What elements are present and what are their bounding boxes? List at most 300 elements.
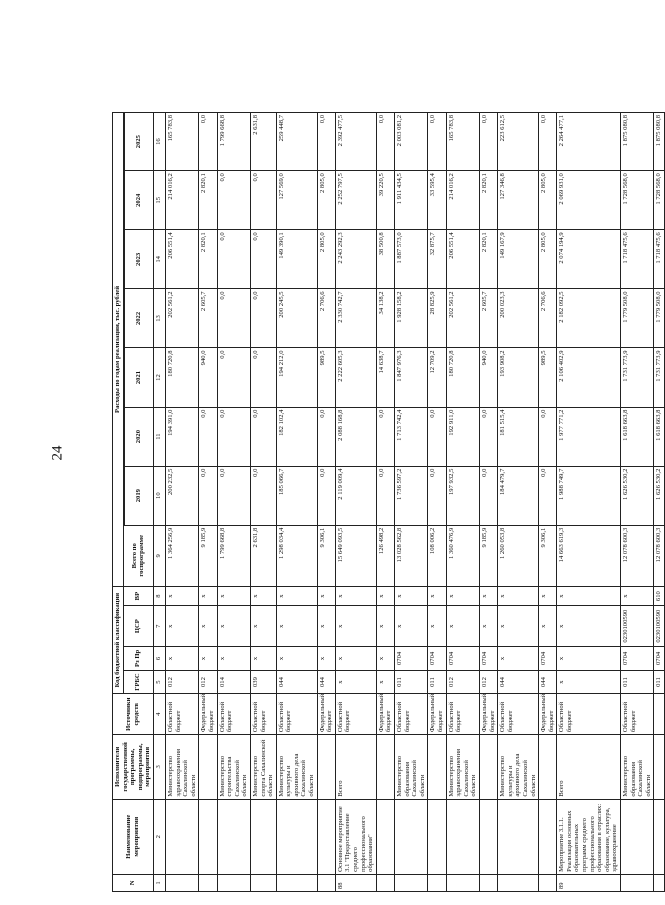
grbs-code: 044 bbox=[276, 670, 317, 694]
year-value: 0,0 bbox=[250, 230, 276, 289]
year-value: 0,0 bbox=[250, 171, 276, 230]
executor-name bbox=[199, 735, 217, 799]
vr-code: x bbox=[335, 586, 376, 605]
row-number bbox=[654, 874, 665, 891]
table-row bbox=[557, 113, 621, 892]
year-value: 2 252 797,5 bbox=[335, 171, 376, 230]
row-number bbox=[539, 874, 557, 891]
executor-name bbox=[376, 735, 394, 799]
table-row bbox=[165, 113, 198, 892]
column-index: 6 bbox=[153, 647, 165, 671]
year-value: 223 612,5 bbox=[498, 113, 539, 171]
funding-source: Федеральный бюджет bbox=[428, 694, 446, 735]
year-value: 149 167,9 bbox=[498, 230, 539, 289]
year-value: 1 977 771,2 bbox=[557, 407, 621, 466]
csr-code: x bbox=[335, 606, 376, 647]
vr-code: x bbox=[479, 586, 497, 605]
year-value: 0,0 bbox=[199, 466, 217, 525]
header-year: 2021 bbox=[124, 348, 153, 407]
csr-code: x bbox=[498, 606, 539, 647]
header-grbs: ГРБС bbox=[123, 670, 153, 694]
row-number bbox=[395, 874, 428, 891]
table-row bbox=[250, 113, 276, 892]
csr-code: x bbox=[250, 606, 276, 647]
year-value: 202 561,2 bbox=[446, 289, 479, 348]
year-value: 0,0 bbox=[217, 407, 250, 466]
activity-name bbox=[199, 799, 217, 874]
funding-source: Областной бюджет bbox=[276, 694, 317, 735]
rzpr-code: 0704 bbox=[479, 647, 497, 671]
csr-code: x bbox=[317, 606, 335, 647]
year-value: 0,0 bbox=[317, 407, 335, 466]
grbs-code: x bbox=[335, 670, 376, 694]
year-value: 0,0 bbox=[539, 113, 557, 171]
vr-code: x bbox=[165, 586, 198, 605]
year-value: 1 988 749,7 bbox=[557, 466, 621, 525]
activity-name bbox=[498, 799, 539, 874]
year-value: 202 561,2 bbox=[165, 289, 198, 348]
year-value: 2 706,6 bbox=[317, 289, 335, 348]
year-value: 1 847 976,3 bbox=[395, 348, 428, 407]
year-value: 1 731 773,9 bbox=[654, 348, 665, 407]
year-value: 1 728 568,0 bbox=[654, 171, 665, 230]
executor-name: Министерство образования Сахалинской области bbox=[395, 735, 428, 799]
csr-code: x bbox=[217, 606, 250, 647]
year-value: 1 713 742,4 bbox=[395, 407, 428, 466]
year-value: 0,0 bbox=[376, 407, 394, 466]
year-value: 192 911,0 bbox=[446, 407, 479, 466]
funding-source: Федеральный бюджет bbox=[317, 694, 335, 735]
column-index: 15 bbox=[153, 171, 165, 230]
executor-name: Всего bbox=[557, 735, 621, 799]
header-year: 2024 bbox=[124, 171, 153, 230]
vr-code: x bbox=[498, 586, 539, 605]
year-value: 1 728 568,0 bbox=[621, 171, 654, 230]
year-value: 2 805,0 bbox=[317, 171, 335, 230]
year-value: 259 448,7 bbox=[276, 113, 317, 171]
year-value: 206 551,4 bbox=[165, 230, 198, 289]
year-value: 1 718 475,6 bbox=[621, 230, 654, 289]
year-value: 1 875 080,8 bbox=[621, 113, 654, 171]
activity-name: Мероприятие 3.1.1. Реализация основных образовательных программ среднего профессионального образования в отраслях: образование, культура, здравоохранение bbox=[557, 799, 621, 874]
rzpr-code: x bbox=[498, 647, 539, 671]
activity-name bbox=[446, 799, 479, 874]
header-vr: ВР bbox=[123, 586, 153, 605]
executor-name: Министерство спорта Сахалинской области bbox=[250, 735, 276, 799]
table-row bbox=[276, 113, 317, 892]
year-value: 2 820,1 bbox=[199, 230, 217, 289]
table-row bbox=[446, 113, 479, 892]
funding-source: Областной бюджет bbox=[250, 694, 276, 735]
year-value: 2 330 742,7 bbox=[335, 289, 376, 348]
funding-source: Федеральный бюджет bbox=[479, 694, 497, 735]
column-index: 2 bbox=[153, 799, 165, 874]
funding-source: Областной бюджет bbox=[165, 694, 198, 735]
year-value: 38 500,8 bbox=[376, 230, 394, 289]
table-row bbox=[395, 113, 428, 892]
year-value: 1 799 668,8 bbox=[217, 113, 250, 171]
table-row bbox=[428, 113, 446, 892]
row-number bbox=[165, 874, 198, 891]
csr-code: x bbox=[428, 606, 446, 647]
csr-code: x bbox=[539, 606, 557, 647]
total-value: 108 006,2 bbox=[428, 525, 446, 586]
grbs-code: 012 bbox=[199, 670, 217, 694]
total-value: 2 631,8 bbox=[250, 525, 276, 586]
page-number: 24 bbox=[49, 445, 66, 461]
grbs-code: 012 bbox=[446, 670, 479, 694]
grbs-code: 011 bbox=[621, 670, 654, 694]
column-index: 9 bbox=[153, 525, 165, 586]
rzpr-code: x bbox=[317, 647, 335, 671]
header-num: N bbox=[113, 874, 154, 891]
total-value: 1 298 034,4 bbox=[276, 525, 317, 586]
year-value: 0,0 bbox=[428, 407, 446, 466]
year-value: 0,0 bbox=[199, 407, 217, 466]
grbs-code: 014 bbox=[217, 670, 250, 694]
rzpr-code: x bbox=[165, 647, 198, 671]
year-value: 165 783,8 bbox=[446, 113, 479, 171]
header-source: Источники средств bbox=[113, 694, 154, 735]
header-year: 2025 bbox=[124, 113, 153, 171]
activity-name bbox=[621, 799, 654, 874]
grbs-code: 011 bbox=[654, 670, 665, 694]
header-executor: Исполнители государственной программы, подпрограммы, мероприятия bbox=[113, 735, 154, 799]
vr-code: x bbox=[539, 586, 557, 605]
vr-code: x bbox=[395, 586, 428, 605]
activity-name bbox=[479, 799, 497, 874]
vr-code: 610 bbox=[654, 586, 665, 605]
year-value: 0,0 bbox=[250, 407, 276, 466]
header-rzpr: Рз Пр bbox=[123, 647, 153, 671]
csr-code: x bbox=[199, 606, 217, 647]
year-value: 200 023,3 bbox=[498, 289, 539, 348]
rzpr-code: 0704 bbox=[539, 647, 557, 671]
csr-code: 0230100590 bbox=[654, 606, 665, 647]
row-number bbox=[498, 874, 539, 891]
total-value: 1 799 668,8 bbox=[217, 525, 250, 586]
vr-code: x bbox=[317, 586, 335, 605]
year-value: 193 908,2 bbox=[498, 348, 539, 407]
funding-source: Областной бюджет bbox=[446, 694, 479, 735]
year-value: 2 119 009,4 bbox=[335, 466, 376, 525]
column-index: 5 bbox=[153, 670, 165, 694]
year-value: 1 887 573,0 bbox=[395, 230, 428, 289]
year-value: 39 220,5 bbox=[376, 171, 394, 230]
vr-code: x bbox=[621, 586, 654, 605]
csr-code: x bbox=[446, 606, 479, 647]
year-value: 0,0 bbox=[217, 466, 250, 525]
total-value: 12 078 600,3 bbox=[654, 525, 665, 586]
year-value: 940,0 bbox=[479, 348, 497, 407]
year-value: 1 731 773,9 bbox=[621, 348, 654, 407]
rotated-table-wrapper bbox=[112, 112, 663, 892]
column-index: 3 bbox=[153, 735, 165, 799]
year-value: 149 390,1 bbox=[276, 230, 317, 289]
year-value: 940,0 bbox=[199, 348, 217, 407]
budget-table bbox=[112, 112, 665, 892]
total-value: 1 360 476,9 bbox=[446, 525, 479, 586]
csr-code: x bbox=[165, 606, 198, 647]
rzpr-code: 0704 bbox=[654, 647, 665, 671]
vr-code: x bbox=[428, 586, 446, 605]
executor-name: Всего bbox=[335, 735, 376, 799]
csr-code: x bbox=[557, 606, 621, 647]
header-csr: ЦСР bbox=[123, 606, 153, 647]
year-value: 0,0 bbox=[217, 171, 250, 230]
year-value: 1 736 597,2 bbox=[395, 466, 428, 525]
column-index: 13 bbox=[153, 289, 165, 348]
year-value: 184 479,7 bbox=[498, 466, 539, 525]
executor-name bbox=[317, 735, 335, 799]
header-year: 2020 bbox=[124, 407, 153, 466]
year-value: 2 264 477,1 bbox=[557, 113, 621, 171]
year-value: 127 569,0 bbox=[276, 171, 317, 230]
header-year: 2022 bbox=[124, 289, 153, 348]
year-value: 0,0 bbox=[250, 348, 276, 407]
activity-name bbox=[165, 799, 198, 874]
activity-name bbox=[395, 799, 428, 874]
year-value: 0,0 bbox=[317, 466, 335, 525]
year-value: 2 182 092,5 bbox=[557, 289, 621, 348]
funding-source: Федеральный бюджет bbox=[376, 694, 394, 735]
funding-source: Областной бюджет bbox=[395, 694, 428, 735]
grbs-code: 044 bbox=[317, 670, 335, 694]
year-value: 181 515,4 bbox=[498, 407, 539, 466]
year-value: 1 618 663,8 bbox=[654, 407, 665, 466]
table-row bbox=[335, 113, 376, 892]
total-value: 13 028 562,8 bbox=[395, 525, 428, 586]
table-row bbox=[199, 113, 217, 892]
row-number: 89 bbox=[557, 874, 621, 891]
rzpr-code: x bbox=[557, 647, 621, 671]
year-value: 180 720,8 bbox=[165, 348, 198, 407]
executor-name bbox=[479, 735, 497, 799]
header-activity: Наименование мероприятия bbox=[113, 799, 154, 874]
vr-code: x bbox=[446, 586, 479, 605]
year-value: 2 106 402,9 bbox=[557, 348, 621, 407]
year-value: 214 016,2 bbox=[446, 171, 479, 230]
year-value: 0,0 bbox=[479, 113, 497, 171]
grbs-code: 044 bbox=[539, 670, 557, 694]
rzpr-code: x bbox=[276, 647, 317, 671]
total-value: 9 306,1 bbox=[317, 525, 335, 586]
year-value: 180 720,8 bbox=[446, 348, 479, 407]
activity-name bbox=[428, 799, 446, 874]
executor-name: Министерство здравоохранения Сахалинской области bbox=[446, 735, 479, 799]
year-value: 194 212,0 bbox=[276, 348, 317, 407]
row-number bbox=[446, 874, 479, 891]
executor-name bbox=[539, 735, 557, 799]
year-value: 2 631,8 bbox=[250, 113, 276, 171]
year-value: 194 391,0 bbox=[165, 407, 198, 466]
year-value: 1 779 508,0 bbox=[654, 289, 665, 348]
year-value: 0,0 bbox=[376, 466, 394, 525]
row-number bbox=[276, 874, 317, 891]
year-value: 0,0 bbox=[250, 289, 276, 348]
column-index-row bbox=[153, 113, 165, 892]
rzpr-code: x bbox=[199, 647, 217, 671]
year-value: 1 779 508,0 bbox=[621, 289, 654, 348]
row-number bbox=[250, 874, 276, 891]
year-value: 2 222 605,3 bbox=[335, 348, 376, 407]
rzpr-code: x bbox=[217, 647, 250, 671]
year-value: 0,0 bbox=[479, 466, 497, 525]
year-value: 2 069 931,0 bbox=[557, 171, 621, 230]
year-value: 33 595,4 bbox=[428, 171, 446, 230]
grbs-code: 039 bbox=[250, 670, 276, 694]
year-value: 182 102,4 bbox=[276, 407, 317, 466]
csr-code: 0230100590 bbox=[621, 606, 654, 647]
column-index: 7 bbox=[153, 606, 165, 647]
year-value: 28 825,9 bbox=[428, 289, 446, 348]
grbs-code: 012 bbox=[479, 670, 497, 694]
row-number bbox=[317, 874, 335, 891]
year-value: 2 074 194,9 bbox=[557, 230, 621, 289]
year-value: 1 911 434,5 bbox=[395, 171, 428, 230]
column-index: 8 bbox=[153, 586, 165, 605]
rzpr-code: 0704 bbox=[395, 647, 428, 671]
year-value: 2 820,1 bbox=[199, 171, 217, 230]
total-value: 1 364 256,9 bbox=[165, 525, 198, 586]
executor-name: Министерство строительства Сахалинской области bbox=[217, 735, 250, 799]
year-value: 2 243 292,3 bbox=[335, 230, 376, 289]
year-value: 197 932,5 bbox=[446, 466, 479, 525]
year-value: 200 245,5 bbox=[276, 289, 317, 348]
column-index: 4 bbox=[153, 694, 165, 735]
grbs-code: 044 bbox=[498, 670, 539, 694]
header-year: 2019 bbox=[124, 466, 153, 525]
activity-name bbox=[276, 799, 317, 874]
csr-code: x bbox=[395, 606, 428, 647]
year-value: 1 718 475,6 bbox=[654, 230, 665, 289]
vr-code: x bbox=[250, 586, 276, 605]
funding-source: Областной бюджет bbox=[335, 694, 376, 735]
year-value: 0,0 bbox=[539, 466, 557, 525]
year-value: 0,0 bbox=[217, 289, 250, 348]
header-expenses: Расходы по годам реализации, тыс. рублей bbox=[113, 113, 124, 587]
year-value: 2 820,1 bbox=[479, 230, 497, 289]
column-index: 1 bbox=[153, 874, 165, 891]
grbs-code: x bbox=[376, 670, 394, 694]
row-number bbox=[217, 874, 250, 891]
rzpr-code: x bbox=[250, 647, 276, 671]
column-index: 16 bbox=[153, 113, 165, 171]
vr-code: x bbox=[199, 586, 217, 605]
year-value: 2 392 477,5 bbox=[335, 113, 376, 171]
year-value: 34 138,2 bbox=[376, 289, 394, 348]
total-value: 1 260 053,8 bbox=[498, 525, 539, 586]
funding-source: Областной бюджет bbox=[621, 694, 654, 735]
grbs-code: x bbox=[557, 670, 621, 694]
table-row bbox=[654, 113, 665, 892]
year-value: 1 626 530,2 bbox=[654, 466, 665, 525]
executor-name: Министерство культуры и архивного дела Сахалинской области bbox=[276, 735, 317, 799]
year-value: 0,0 bbox=[250, 466, 276, 525]
vr-code: x bbox=[376, 586, 394, 605]
year-value: 2 805,0 bbox=[539, 230, 557, 289]
year-value: 989,5 bbox=[317, 348, 335, 407]
activity-name bbox=[376, 799, 394, 874]
year-value: 0,0 bbox=[317, 113, 335, 171]
funding-source: Федеральный бюджет bbox=[539, 694, 557, 735]
table-row bbox=[539, 113, 557, 892]
activity-name bbox=[539, 799, 557, 874]
funding-source: Федеральный бюджет bbox=[199, 694, 217, 735]
header-total: Всего по госпрограмме bbox=[123, 525, 153, 586]
year-value: 0,0 bbox=[199, 113, 217, 171]
year-value: 214 016,2 bbox=[165, 171, 198, 230]
year-value: 0,0 bbox=[217, 348, 250, 407]
year-value: 1 875 080,8 bbox=[654, 113, 665, 171]
funding-source bbox=[654, 694, 665, 735]
executor-name bbox=[654, 735, 665, 799]
year-value: 2 605,7 bbox=[199, 289, 217, 348]
year-value: 0,0 bbox=[428, 113, 446, 171]
executor-name: Министерство здравоохранения Сахалинской области bbox=[165, 735, 198, 799]
header-budget-code: Код бюджетной классификации bbox=[113, 586, 124, 693]
table-row bbox=[376, 113, 394, 892]
year-value: 1 626 530,2 bbox=[621, 466, 654, 525]
year-value: 0,0 bbox=[217, 230, 250, 289]
row-number bbox=[376, 874, 394, 891]
vr-code: x bbox=[217, 586, 250, 605]
executor-name bbox=[428, 735, 446, 799]
column-index: 10 bbox=[153, 466, 165, 525]
activity-name bbox=[317, 799, 335, 874]
row-number bbox=[621, 874, 654, 891]
year-value: 1 618 663,8 bbox=[621, 407, 654, 466]
funding-source: Областной бюджет bbox=[217, 694, 250, 735]
year-value: 12 709,2 bbox=[428, 348, 446, 407]
table-row bbox=[479, 113, 497, 892]
vr-code: x bbox=[276, 586, 317, 605]
total-value: 15 649 093,5 bbox=[335, 525, 376, 586]
funding-source: Областной бюджет bbox=[557, 694, 621, 735]
year-value: 2 805,0 bbox=[317, 230, 335, 289]
year-value: 2 805,0 bbox=[539, 171, 557, 230]
csr-code: x bbox=[276, 606, 317, 647]
column-index: 14 bbox=[153, 230, 165, 289]
grbs-code: 011 bbox=[395, 670, 428, 694]
executor-name: Министерство культуры и архивного дела Сахалинской области bbox=[498, 735, 539, 799]
activity-name: Основное мероприятие 3.1 "Предоставление среднего профессионального образования" bbox=[335, 799, 376, 874]
row-number bbox=[479, 874, 497, 891]
activity-name bbox=[654, 799, 665, 874]
total-value: 12 078 600,3 bbox=[621, 525, 654, 586]
year-value: 0,0 bbox=[539, 407, 557, 466]
total-value: 9 306,1 bbox=[539, 525, 557, 586]
table-row bbox=[317, 113, 335, 892]
year-value: 1 928 158,2 bbox=[395, 289, 428, 348]
year-value: 2 003 081,2 bbox=[395, 113, 428, 171]
total-value: 14 663 619,3 bbox=[557, 525, 621, 586]
year-value: 2 605,7 bbox=[479, 289, 497, 348]
year-value: 2 820,1 bbox=[479, 171, 497, 230]
year-value: 0,0 bbox=[376, 113, 394, 171]
rzpr-code: 0704 bbox=[428, 647, 446, 671]
rzpr-code: 0704 bbox=[621, 647, 654, 671]
year-value: 127 346,8 bbox=[498, 171, 539, 230]
activity-name bbox=[217, 799, 250, 874]
column-index: 11 bbox=[153, 407, 165, 466]
total-value: 9 185,9 bbox=[199, 525, 217, 586]
year-value: 989,5 bbox=[539, 348, 557, 407]
rzpr-code: x bbox=[376, 647, 394, 671]
year-value: 2 706,6 bbox=[539, 289, 557, 348]
year-value: 0,0 bbox=[479, 407, 497, 466]
rzpr-code: 0704 bbox=[446, 647, 479, 671]
